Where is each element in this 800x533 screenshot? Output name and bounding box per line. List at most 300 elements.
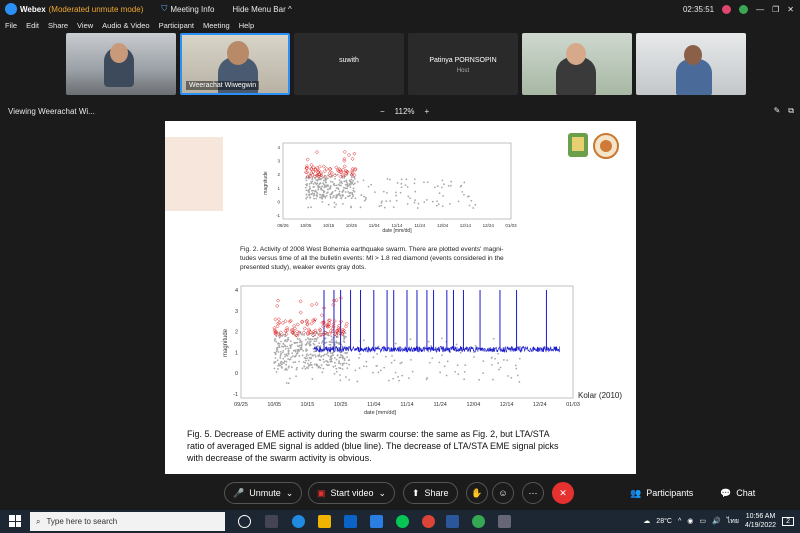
chevron-up-icon: ^ — [287, 4, 292, 14]
hand-icon: ✋ — [471, 487, 483, 498]
red-event-diamond — [274, 318, 277, 321]
gray-event-dot — [336, 184, 338, 186]
gray-event-dot — [470, 200, 472, 202]
y-tick-label: 3 — [277, 158, 280, 164]
gray-event-dot — [325, 186, 327, 188]
gray-event-dot — [393, 206, 395, 208]
gray-event-dot — [410, 359, 412, 361]
gray-event-dot — [294, 361, 296, 363]
end-call-button[interactable] — [552, 482, 574, 504]
gray-event-dot — [293, 342, 295, 344]
gray-event-dot — [340, 367, 342, 369]
gray-event-dot — [308, 191, 310, 193]
university-logo-icon — [568, 133, 588, 157]
gray-event-dot — [391, 355, 393, 357]
gray-event-dot — [332, 354, 334, 356]
gray-event-dot — [378, 372, 380, 374]
gray-event-dot — [457, 373, 459, 375]
gray-event-dot — [426, 377, 428, 379]
gray-event-dot — [301, 346, 303, 348]
gray-event-dot — [388, 380, 390, 382]
gray-event-dot — [370, 184, 372, 186]
gray-event-dot — [491, 364, 493, 366]
gray-event-dot — [326, 178, 328, 180]
menu-bar — [0, 18, 800, 32]
gray-event-dot — [346, 362, 348, 364]
x-tick-label: 10/25 — [345, 223, 358, 228]
gray-event-dot — [298, 355, 300, 357]
x-tick-label: 12/04 — [466, 402, 481, 408]
gray-event-dot — [305, 189, 307, 191]
gray-event-dot — [395, 195, 397, 197]
fig5-y-axis-label: magnitude — [223, 328, 229, 358]
gray-event-dot — [401, 186, 403, 188]
red-event-diamond — [322, 165, 325, 168]
gray-event-dot — [399, 363, 401, 365]
fig2-gray-events — [305, 174, 476, 209]
x-tick-label: 10/05 — [267, 402, 282, 408]
gray-event-dot — [282, 346, 284, 348]
gray-event-dot — [328, 204, 330, 206]
gray-event-dot — [316, 365, 318, 367]
gray-event-dot — [384, 207, 386, 209]
gray-event-dot — [286, 346, 288, 348]
gray-event-dot — [343, 189, 345, 191]
fig5-x-ticks — [234, 402, 580, 408]
gray-event-dot — [332, 196, 334, 198]
gray-event-dot — [391, 362, 393, 364]
gray-event-dot — [341, 191, 343, 193]
gray-event-dot — [350, 186, 352, 188]
gray-event-dot — [441, 337, 443, 339]
video-tile[interactable] — [294, 33, 404, 95]
gray-event-dot — [457, 364, 459, 366]
participants-button[interactable]: 👥 Participants — [622, 482, 701, 504]
gray-event-dot — [319, 359, 321, 361]
chrome-icon[interactable] — [422, 515, 435, 528]
gray-event-dot — [417, 207, 419, 209]
video-tile-active-speaker[interactable] — [180, 33, 290, 95]
gray-event-dot — [380, 205, 382, 207]
gray-event-dot — [286, 369, 288, 371]
gray-event-dot — [300, 348, 302, 350]
participant-name: Weerachat Wiwegwin — [186, 81, 259, 90]
gray-event-dot — [295, 375, 297, 377]
gray-event-dot — [334, 373, 336, 375]
restore-icon[interactable]: ❐ — [772, 4, 780, 14]
gray-event-dot — [338, 193, 340, 195]
fig2-red-events — [304, 150, 357, 178]
reactions-button[interactable] — [492, 482, 514, 504]
gray-event-dot — [305, 358, 307, 360]
gray-event-dot — [344, 359, 346, 361]
gray-event-dot — [308, 178, 310, 180]
share-button[interactable]: ⬆ Share — [403, 482, 458, 504]
gray-event-dot — [461, 191, 463, 193]
gray-event-dot — [329, 341, 331, 343]
video-tile[interactable] — [522, 33, 632, 95]
gray-event-dot — [342, 203, 344, 205]
gray-event-dot — [305, 187, 307, 189]
gray-event-dot — [285, 364, 287, 366]
annotate-icon[interactable]: ✎ — [773, 106, 781, 115]
gray-event-dot — [303, 366, 305, 368]
x-tick-label: 10/05 — [300, 223, 312, 228]
gray-event-dot — [401, 375, 403, 377]
gray-event-dot — [327, 189, 329, 191]
gray-event-dot — [414, 191, 416, 193]
gray-event-dot — [307, 337, 309, 339]
gray-event-dot — [335, 340, 337, 342]
gray-event-dot — [285, 339, 287, 341]
gray-event-dot — [321, 342, 323, 344]
fig5-caption-line: ratio of averaged EME signal is added (blue line). The decrease of LTA/STA EME signal picks — [187, 441, 559, 451]
title-bar — [0, 0, 800, 18]
menu-audio-video[interactable]: Audio & Video — [102, 20, 150, 30]
red-event-diamond — [307, 328, 310, 331]
gray-event-dot — [414, 199, 416, 201]
gray-event-dot — [331, 339, 333, 341]
gray-event-dot — [517, 375, 519, 377]
gray-event-dot — [507, 375, 509, 377]
gray-event-dot — [398, 380, 400, 382]
more-icon: ⋯ — [528, 487, 538, 498]
gray-event-dot — [277, 343, 279, 345]
gray-event-dot — [497, 353, 499, 355]
video-strip — [66, 33, 746, 95]
red-event-diamond — [299, 311, 302, 314]
gray-event-dot — [345, 197, 347, 199]
gray-event-dot — [306, 353, 308, 355]
gray-event-dot — [373, 356, 375, 358]
gray-event-dot — [280, 362, 282, 364]
gray-event-dot — [339, 179, 341, 181]
gray-event-dot — [407, 186, 409, 188]
taskbar-clock[interactable]: 10:56 AM 4/19/2022 — [744, 513, 777, 529]
x-tick-label: 09/25 — [277, 223, 289, 228]
red-event-diamond — [343, 165, 346, 168]
gray-event-dot — [381, 202, 383, 204]
gray-event-dot — [290, 356, 292, 358]
gray-event-dot — [515, 365, 517, 367]
gray-event-dot — [296, 367, 298, 369]
gray-event-dot — [291, 352, 293, 354]
gray-event-dot — [405, 184, 407, 186]
y-tick-label: 0 — [234, 371, 238, 378]
raise-hand-button[interactable] — [466, 482, 488, 504]
menu-help[interactable]: Help — [238, 20, 255, 30]
gray-event-dot — [356, 381, 358, 383]
gray-event-dot — [306, 180, 308, 182]
gray-event-dot — [518, 381, 520, 383]
gray-event-dot — [273, 361, 275, 363]
gray-event-dot — [310, 353, 312, 355]
gray-event-dot — [442, 195, 444, 197]
zoom-in-button[interactable]: + — [424, 106, 430, 116]
x-tick-label: 10/25 — [333, 402, 348, 408]
y-tick-label: 3 — [234, 308, 238, 315]
gray-event-dot — [279, 346, 281, 348]
gray-event-dot — [341, 197, 343, 199]
gray-event-dot — [273, 368, 275, 370]
gray-event-dot — [327, 355, 329, 357]
gray-event-dot — [305, 184, 307, 186]
fig2-y-ticks — [276, 145, 281, 218]
gray-event-dot — [284, 356, 286, 358]
gray-event-dot — [301, 345, 303, 347]
gray-event-dot — [497, 362, 499, 364]
participant-role: Host — [456, 68, 470, 74]
gray-event-dot — [349, 180, 351, 182]
x-tick-label: 11/14 — [391, 223, 403, 228]
gray-event-dot — [323, 186, 325, 188]
y-tick-label: 2 — [234, 329, 238, 336]
gray-event-dot — [313, 343, 315, 345]
gray-event-dot — [282, 358, 284, 360]
gray-event-dot — [312, 338, 314, 340]
chat-button[interactable]: 💬 Chat — [712, 482, 763, 504]
gray-event-dot — [441, 354, 443, 356]
gray-event-dot — [310, 338, 312, 340]
gray-event-dot — [337, 355, 339, 357]
gray-event-dot — [357, 181, 359, 183]
webex-taskbar-icon[interactable] — [370, 515, 383, 528]
gray-event-dot — [345, 180, 347, 182]
gray-event-dot — [353, 187, 355, 189]
fig2-y-axis-label: magnitude — [263, 171, 269, 195]
gray-event-dot — [319, 345, 321, 347]
gray-event-dot — [296, 369, 298, 371]
gray-event-dot — [437, 185, 439, 187]
volume-icon[interactable]: 🔊 — [711, 518, 721, 525]
gray-event-dot — [315, 183, 317, 185]
gray-event-dot — [365, 361, 367, 363]
gray-event-dot — [446, 375, 448, 377]
x-tick-label: 11/24 — [414, 223, 426, 228]
red-event-diamond — [281, 321, 284, 324]
gray-event-dot — [336, 371, 338, 373]
menu-participant[interactable]: Participant — [158, 20, 195, 30]
word-icon[interactable] — [446, 515, 459, 528]
windows-start-icon[interactable] — [9, 515, 21, 527]
gray-event-dot — [279, 343, 281, 345]
figure-source-label: Kolar (2010) — [578, 391, 623, 400]
gray-event-dot — [274, 340, 276, 342]
more-options-button[interactable] — [522, 482, 544, 504]
gray-event-dot — [454, 371, 456, 373]
unmute-button[interactable]: 🎤 Unmute ⌄ — [224, 482, 302, 504]
gray-event-dot — [473, 356, 475, 358]
gray-event-dot — [343, 338, 345, 340]
gray-event-dot — [339, 357, 341, 359]
meeting-info-button[interactable]: ⛉ Meeting Info — [161, 4, 215, 14]
gray-event-dot — [320, 182, 322, 184]
weather-temp[interactable]: 28°C — [656, 517, 672, 525]
gray-event-dot — [292, 355, 294, 357]
gray-event-dot — [308, 195, 310, 197]
gray-event-dot — [281, 367, 283, 369]
gray-event-dot — [494, 358, 496, 360]
app-name: Webex — [20, 4, 46, 14]
line-app-icon[interactable] — [396, 515, 409, 528]
gray-event-dot — [307, 367, 309, 369]
gray-event-dot — [276, 350, 278, 352]
popout-icon[interactable]: ⧉ — [788, 106, 794, 115]
gray-event-dot — [312, 355, 314, 357]
gray-event-dot — [436, 205, 438, 207]
gray-event-dot — [278, 363, 280, 365]
tray-chevron-icon[interactable]: ^ — [677, 517, 682, 525]
video-tile[interactable] — [408, 33, 518, 95]
gray-event-dot — [337, 342, 339, 344]
gray-event-dot — [329, 188, 331, 190]
gray-event-dot — [441, 187, 443, 189]
gray-event-dot — [339, 184, 341, 186]
meeting-controls — [0, 478, 800, 508]
weather-icon[interactable]: ☁ — [643, 518, 651, 525]
gray-event-dot — [401, 362, 403, 364]
gray-event-dot — [308, 354, 310, 356]
recording-icon — [722, 5, 731, 14]
gray-event-dot — [515, 368, 517, 370]
red-event-diamond — [303, 327, 306, 330]
gray-event-dot — [296, 352, 298, 354]
gray-event-dot — [346, 356, 348, 358]
red-event-diamond — [310, 163, 313, 166]
chat-icon: 💬 — [720, 487, 732, 498]
gray-event-dot — [330, 356, 332, 358]
gray-event-dot — [313, 198, 315, 200]
gray-event-dot — [288, 382, 290, 384]
tray-app-icon[interactable]: ◉ — [687, 518, 694, 525]
red-event-diamond — [310, 303, 313, 306]
menu-meeting[interactable]: Meeting — [203, 20, 230, 30]
video-tile[interactable] — [66, 33, 176, 95]
zoom-out-button[interactable]: − — [380, 106, 385, 116]
gray-event-dot — [352, 194, 354, 196]
gray-event-dot — [335, 204, 337, 206]
minimize-icon[interactable]: — — [756, 4, 765, 14]
gray-event-dot — [317, 185, 319, 187]
gray-event-dot — [305, 360, 307, 362]
gray-event-dot — [324, 196, 326, 198]
taskbar-search-input[interactable]: ⌕ Type here to search — [30, 512, 225, 531]
hide-menu-bar-button[interactable]: Hide Menu Bar ^ — [232, 4, 292, 14]
task-view-icon[interactable] — [265, 515, 278, 528]
gray-event-dot — [428, 341, 430, 343]
gray-event-dot — [310, 206, 312, 208]
gray-event-dot — [347, 191, 349, 193]
video-tile[interactable] — [636, 33, 746, 95]
chrome-profile-icon[interactable] — [472, 515, 485, 528]
menu-share[interactable]: Share — [48, 20, 69, 30]
gray-event-dot — [282, 334, 284, 336]
x-tick-label: 11/04 — [368, 223, 380, 228]
cortana-icon[interactable] — [238, 515, 251, 528]
gray-event-dot — [339, 191, 341, 193]
user-avatar-icon[interactable] — [739, 5, 748, 14]
gray-event-dot — [318, 342, 320, 344]
gray-event-dot — [309, 186, 311, 188]
snipping-tool-icon[interactable] — [498, 515, 511, 528]
gray-event-dot — [443, 183, 445, 185]
gray-event-dot — [344, 358, 346, 360]
close-icon[interactable]: ✕ — [787, 4, 794, 14]
gray-event-dot — [314, 364, 316, 366]
fig2-caption-line: presented study), weaker events gray dots. — [240, 264, 367, 271]
menu-edit[interactable]: Edit — [26, 20, 40, 30]
gray-event-dot — [475, 345, 477, 347]
file-explorer-icon[interactable] — [318, 515, 331, 528]
gray-event-dot — [287, 355, 289, 357]
institute-logo-icon — [594, 134, 618, 158]
edge-icon[interactable] — [292, 515, 305, 528]
y-tick-label: -1 — [233, 392, 238, 398]
gray-event-dot — [305, 194, 307, 196]
chevron-down-icon: ⌄ — [378, 487, 387, 498]
gray-event-dot — [283, 362, 285, 364]
gray-event-dot — [342, 368, 344, 370]
gray-event-dot — [365, 197, 367, 199]
gray-event-dot — [295, 351, 297, 353]
gray-event-dot — [334, 206, 336, 208]
gray-event-dot — [363, 179, 365, 181]
gray-event-dot — [314, 340, 316, 342]
red-event-diamond — [306, 158, 309, 161]
gray-event-dot — [460, 352, 462, 354]
menu-view[interactable]: View — [77, 20, 94, 30]
gray-event-dot — [395, 372, 397, 374]
gray-event-dot — [289, 359, 291, 361]
gray-event-dot — [342, 195, 344, 197]
gray-event-dot — [313, 351, 315, 353]
gray-event-dot — [438, 362, 440, 364]
gray-event-dot — [330, 336, 332, 338]
notification-badge[interactable]: 2 — [782, 517, 794, 526]
gray-event-dot — [310, 358, 312, 360]
gray-event-dot — [302, 355, 304, 357]
y-tick-label: -1 — [275, 213, 280, 218]
close-icon: ✕ — [559, 487, 567, 498]
gray-event-dot — [463, 182, 465, 184]
zoom-level[interactable]: 112% — [394, 106, 415, 116]
gray-event-dot — [275, 341, 277, 343]
gray-event-dot — [352, 190, 354, 192]
gray-event-dot — [344, 336, 346, 338]
gray-event-dot — [347, 195, 349, 197]
gray-event-dot — [346, 367, 348, 369]
gray-event-dot — [349, 183, 351, 185]
gray-event-dot — [464, 364, 466, 366]
gray-event-dot — [280, 355, 282, 357]
start-video-button[interactable]: ▣ Start video ⌄ — [308, 482, 395, 504]
gray-event-dot — [305, 348, 307, 350]
gray-event-dot — [326, 185, 328, 187]
y-tick-label: 4 — [277, 145, 280, 150]
gray-event-dot — [436, 200, 438, 202]
keyboard-language[interactable]: ไทย — [726, 517, 739, 525]
menu-file[interactable]: File — [5, 20, 18, 30]
mail-icon[interactable] — [344, 515, 357, 528]
gray-event-dot — [311, 178, 313, 180]
network-icon[interactable]: ▭ — [699, 518, 706, 525]
gray-event-dot — [498, 369, 500, 371]
red-event-diamond — [310, 322, 313, 325]
fig5-x-axis-label: date [mm/dd] — [363, 410, 397, 416]
gray-event-dot — [330, 344, 332, 346]
gray-event-dot — [286, 341, 288, 343]
gray-event-dot — [327, 364, 329, 366]
